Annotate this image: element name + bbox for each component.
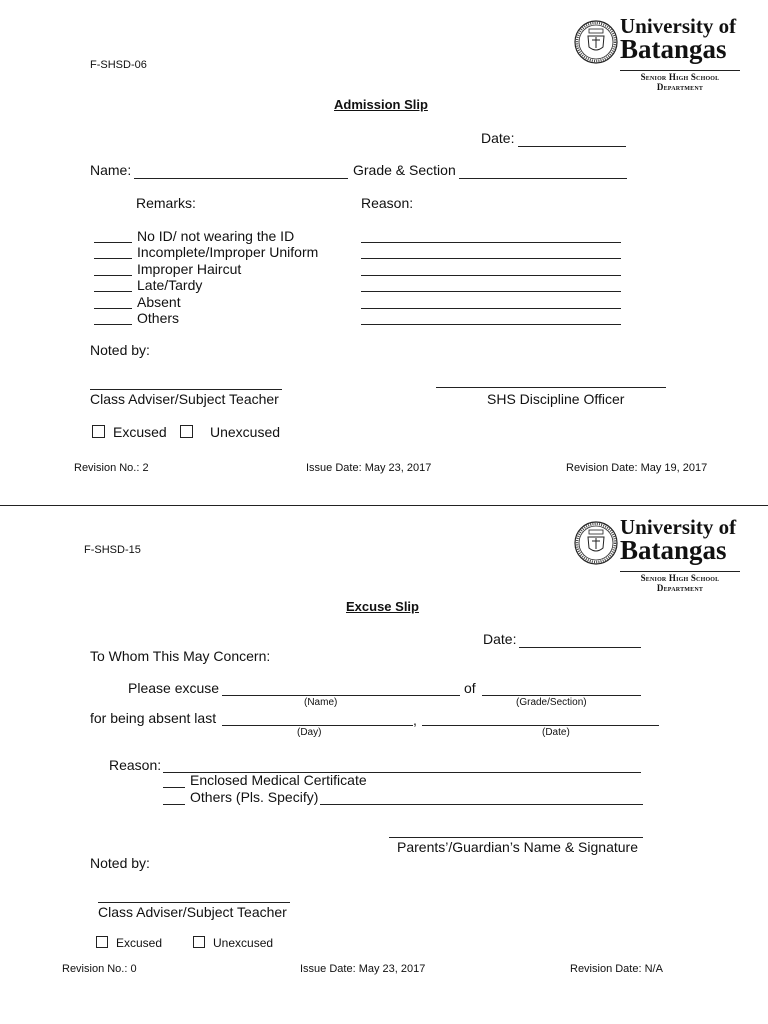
reason-line[interactable]: [361, 275, 621, 276]
date-field[interactable]: [518, 146, 626, 147]
parent-signature-label: Parents’/Guardian’s Name & Signature: [397, 839, 638, 855]
reason-line[interactable]: [361, 308, 621, 309]
revision-number: Revision No.: 0: [62, 963, 137, 975]
remark-item: No ID/ not wearing the ID: [137, 228, 295, 244]
university-logo: [574, 14, 744, 100]
logo-line-1: University of: [620, 515, 737, 539]
unexcused-option[interactable]: [193, 936, 273, 950]
adviser-signature-line[interactable]: [90, 389, 282, 390]
option-others: Others (Pls. Specify): [190, 789, 319, 805]
remark-item: Absent: [137, 294, 181, 310]
excused-checkbox[interactable]: [96, 936, 108, 948]
issue-date: Issue Date: May 23, 2017: [306, 462, 432, 474]
name-field[interactable]: [134, 178, 348, 179]
remark-check-field[interactable]: [94, 275, 132, 276]
absent-label: for being absent last: [90, 710, 217, 726]
date-label: Date:: [481, 130, 515, 146]
logo-dept-2: Department: [656, 583, 704, 593]
form-code: F-SHSD-06: [90, 59, 147, 71]
adviser-label: Class Adviser/Subject Teacher: [90, 391, 279, 407]
name-label: Name:: [90, 162, 132, 178]
remark-check-field[interactable]: [94, 308, 132, 309]
officer-signature-line[interactable]: [436, 387, 666, 388]
grade-caption: (Grade/Section): [516, 697, 587, 708]
option-medical: Enclosed Medical Certificate: [190, 772, 367, 788]
university-seal-icon: [574, 521, 618, 565]
remark-check-field[interactable]: [94, 291, 132, 292]
reason-line[interactable]: [361, 242, 621, 243]
reason-header: Reason:: [361, 195, 414, 211]
logo-line-2: Batangas: [620, 535, 727, 565]
others-check-field[interactable]: [163, 804, 185, 805]
university-seal-icon: [574, 20, 618, 64]
grade-section-field[interactable]: [459, 178, 627, 179]
reason-line[interactable]: [361, 324, 621, 325]
revision-number: Revision No.: 2: [74, 462, 149, 474]
logo-rule: [620, 571, 740, 572]
reason-line[interactable]: [361, 291, 621, 292]
student-name-field[interactable]: [222, 695, 460, 696]
remark-check-field[interactable]: [94, 242, 132, 243]
slip-title: Admission Slip: [334, 97, 428, 112]
logo-dept-1: Senior High School: [640, 72, 720, 82]
date-field[interactable]: [519, 647, 641, 648]
logo-rule: [620, 70, 740, 71]
issue-date: Issue Date: May 23, 2017: [300, 963, 426, 975]
noted-by-label: Noted by:: [90, 855, 150, 871]
slip-title: Excuse Slip: [346, 599, 419, 614]
excused-label: Excused: [113, 424, 167, 440]
logo-dept-2: Department: [656, 82, 704, 92]
excused-checkbox[interactable]: [92, 425, 105, 438]
unexcused-label: Unexcused: [210, 424, 281, 440]
reason-line[interactable]: [361, 258, 621, 259]
adviser-signature-line[interactable]: [98, 902, 290, 903]
reason-label: Reason:: [109, 757, 162, 773]
logo-line-2: Batangas: [620, 34, 727, 64]
form-code: F-SHSD-15: [84, 544, 141, 556]
date-caption: (Date): [542, 727, 570, 738]
excused-option[interactable]: [96, 936, 162, 950]
remarks-header: Remarks:: [136, 195, 196, 211]
excused-option[interactable]: [92, 424, 167, 440]
cut-line-divider: [0, 505, 768, 506]
date-label: Date:: [483, 631, 517, 647]
please-excuse-label: Please excuse: [128, 680, 220, 696]
unexcused-option[interactable]: [180, 424, 280, 440]
absent-date-field[interactable]: [422, 725, 659, 726]
remark-check-field[interactable]: [94, 258, 132, 259]
remark-item: Improper Haircut: [137, 261, 242, 277]
university-logo: [574, 515, 744, 601]
unexcused-checkbox[interactable]: [193, 936, 205, 948]
day-caption: (Day): [297, 727, 322, 738]
name-caption: (Name): [304, 697, 338, 708]
adviser-label: Class Adviser/Subject Teacher: [98, 904, 287, 920]
comma: ,: [413, 712, 417, 728]
noted-by-label: Noted by:: [90, 342, 150, 358]
absent-day-field[interactable]: [222, 725, 413, 726]
unexcused-checkbox[interactable]: [180, 425, 193, 438]
grade-section-label: Grade & Section: [353, 162, 456, 178]
unexcused-label: Unexcused: [213, 936, 274, 950]
logo-dept-1: Senior High School: [640, 573, 720, 583]
revision-date: Revision Date: N/A: [570, 963, 663, 975]
grade-section-field[interactable]: [482, 695, 641, 696]
revision-date: Revision Date: May 19, 2017: [566, 462, 708, 474]
of-label: of: [464, 680, 476, 696]
others-specify-field[interactable]: [320, 804, 643, 805]
remark-item: Late/Tardy: [137, 277, 203, 293]
remark-item: Incomplete/Improper Uniform: [137, 244, 319, 260]
parent-signature-line[interactable]: [389, 837, 643, 838]
discipline-officer-label: SHS Discipline Officer: [487, 391, 625, 407]
logo-line-1: University of: [620, 14, 737, 38]
medical-check-field[interactable]: [163, 787, 185, 788]
excused-label: Excused: [116, 936, 163, 950]
remark-item: Others: [137, 310, 180, 326]
remark-check-field[interactable]: [94, 324, 132, 325]
salutation: To Whom This May Concern:: [90, 648, 271, 664]
